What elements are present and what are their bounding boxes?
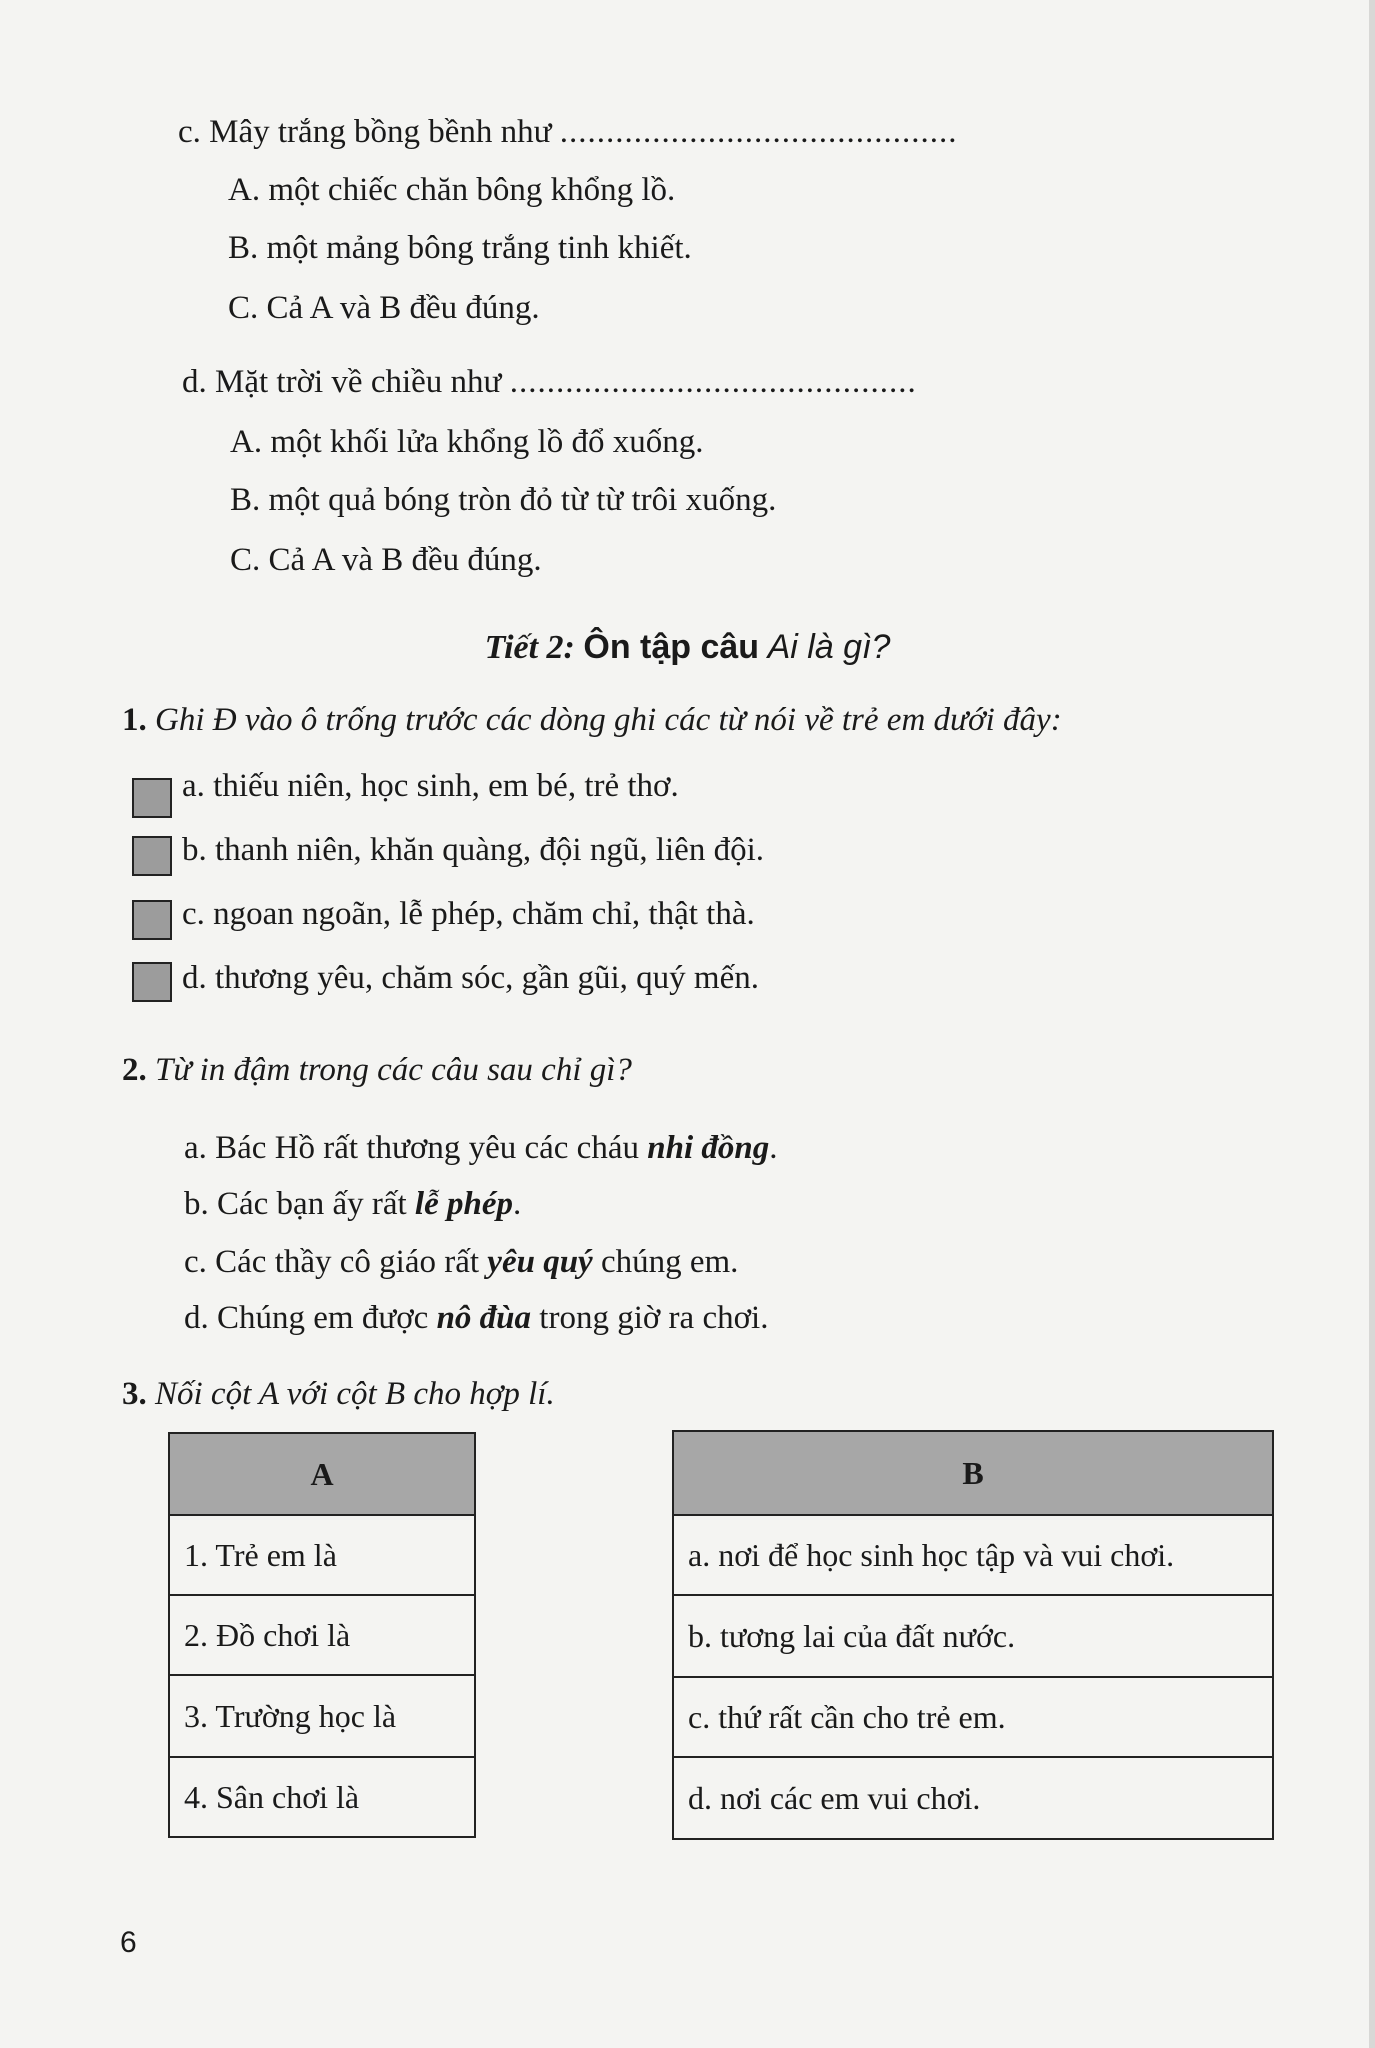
lesson-title-part2: Ôn tập câu xyxy=(583,628,760,666)
bold-word: nhi đồng xyxy=(647,1130,770,1166)
page-edge xyxy=(1369,0,1375,2048)
exercise3-number: 3. xyxy=(122,1376,147,1412)
checkbox-d[interactable] xyxy=(132,962,172,1002)
column-b-item-b[interactable]: b. tương lai của đất nước. xyxy=(673,1595,1273,1677)
checkbox-a[interactable] xyxy=(132,778,172,818)
exercise2-item-d: d. Chúng em được nô đùa trong giờ ra chơi. xyxy=(184,1300,769,1336)
exercise3-prompt: Nối cột A với cột B cho hợp lí. xyxy=(155,1376,555,1412)
exercise2-heading xyxy=(122,1052,632,1089)
column-a-header: A xyxy=(169,1433,475,1515)
column-a-table xyxy=(168,1432,476,1838)
exercise2-item-b: b. Các bạn ấy rất lễ phép. xyxy=(184,1186,522,1222)
checkbox-c[interactable] xyxy=(132,900,172,940)
column-a-item-2[interactable]: 2. Đồ chơi là xyxy=(169,1595,475,1675)
checkbox-b[interactable] xyxy=(132,836,172,876)
lesson-title-part3: Ai là gì? xyxy=(767,628,891,666)
exercise1-item-b: b. thanh niên, khăn quàng, đội ngũ, liên đội. xyxy=(182,832,764,868)
question-d-stem: d. Mặt trời về chiều như xyxy=(182,364,502,400)
question-d xyxy=(182,364,917,401)
answer-blank: ........................................... xyxy=(559,114,958,150)
exercise1-item-a: a. thiếu niên, học sinh, em bé, trẻ thơ. xyxy=(182,768,679,804)
exercise1-prompt: Ghi Đ vào ô trống trước các dòng ghi các từ nói về trẻ em dưới đây: xyxy=(155,702,1062,738)
exercise1-heading xyxy=(122,702,1062,739)
column-b-table xyxy=(672,1430,1274,1840)
exercise1-item-c: c. ngoan ngoãn, lễ phép, chăm chỉ, thật thà. xyxy=(182,896,755,932)
column-b-item-a[interactable]: a. nơi để học sinh học tập và vui chơi. xyxy=(673,1515,1273,1595)
bold-word: nô đùa xyxy=(436,1300,532,1336)
question-c-stem: c. Mây trắng bồng bềnh như xyxy=(178,114,552,150)
column-a-item-3[interactable]: 3. Trường học là xyxy=(169,1675,475,1757)
column-a-item-1[interactable]: 1. Trẻ em là xyxy=(169,1515,475,1595)
exercise3-heading xyxy=(122,1376,555,1413)
option-d-b: B. một quả bóng tròn đỏ từ từ trôi xuống. xyxy=(230,482,777,518)
bold-word: lễ phép xyxy=(414,1186,513,1222)
exercise2-item-c: c. Các thầy cô giáo rất yêu quý chúng em. xyxy=(184,1244,739,1280)
column-a-item-4[interactable]: 4. Sân chơi là xyxy=(169,1757,475,1837)
option-c-a: A. một chiếc chăn bông khổng lồ. xyxy=(228,172,676,208)
question-c xyxy=(178,114,957,151)
exercise2-number: 2. xyxy=(122,1052,147,1088)
exercise1-number: 1. xyxy=(122,702,147,738)
option-d-c: C. Cả A và B đều đúng. xyxy=(230,542,542,578)
exercise2-item-a: a. Bác Hồ rất thương yêu các cháu nhi đồng. xyxy=(184,1130,778,1166)
lesson-title-part1: Tiết 2: xyxy=(484,629,575,666)
answer-blank: ............................................ xyxy=(509,364,917,400)
exercise2-prompt: Từ in đậm trong các câu sau chỉ gì? xyxy=(155,1052,632,1088)
page-number: 6 xyxy=(120,1926,137,1959)
option-c-b: B. một mảng bông trắng tinh khiết. xyxy=(228,230,692,266)
exercise1-item-d: d. thương yêu, chăm sóc, gần gũi, quý mến. xyxy=(182,960,759,996)
lesson-title xyxy=(0,628,1375,667)
bold-word: yêu quý xyxy=(487,1244,593,1280)
column-b-item-d[interactable]: d. nơi các em vui chơi. xyxy=(673,1757,1273,1839)
option-d-a: A. một khối lửa khổng lồ đổ xuống. xyxy=(230,424,704,460)
column-b-header: B xyxy=(673,1431,1273,1515)
column-b-item-c[interactable]: c. thứ rất cần cho trẻ em. xyxy=(673,1677,1273,1757)
option-c-c: C. Cả A và B đều đúng. xyxy=(228,290,540,326)
